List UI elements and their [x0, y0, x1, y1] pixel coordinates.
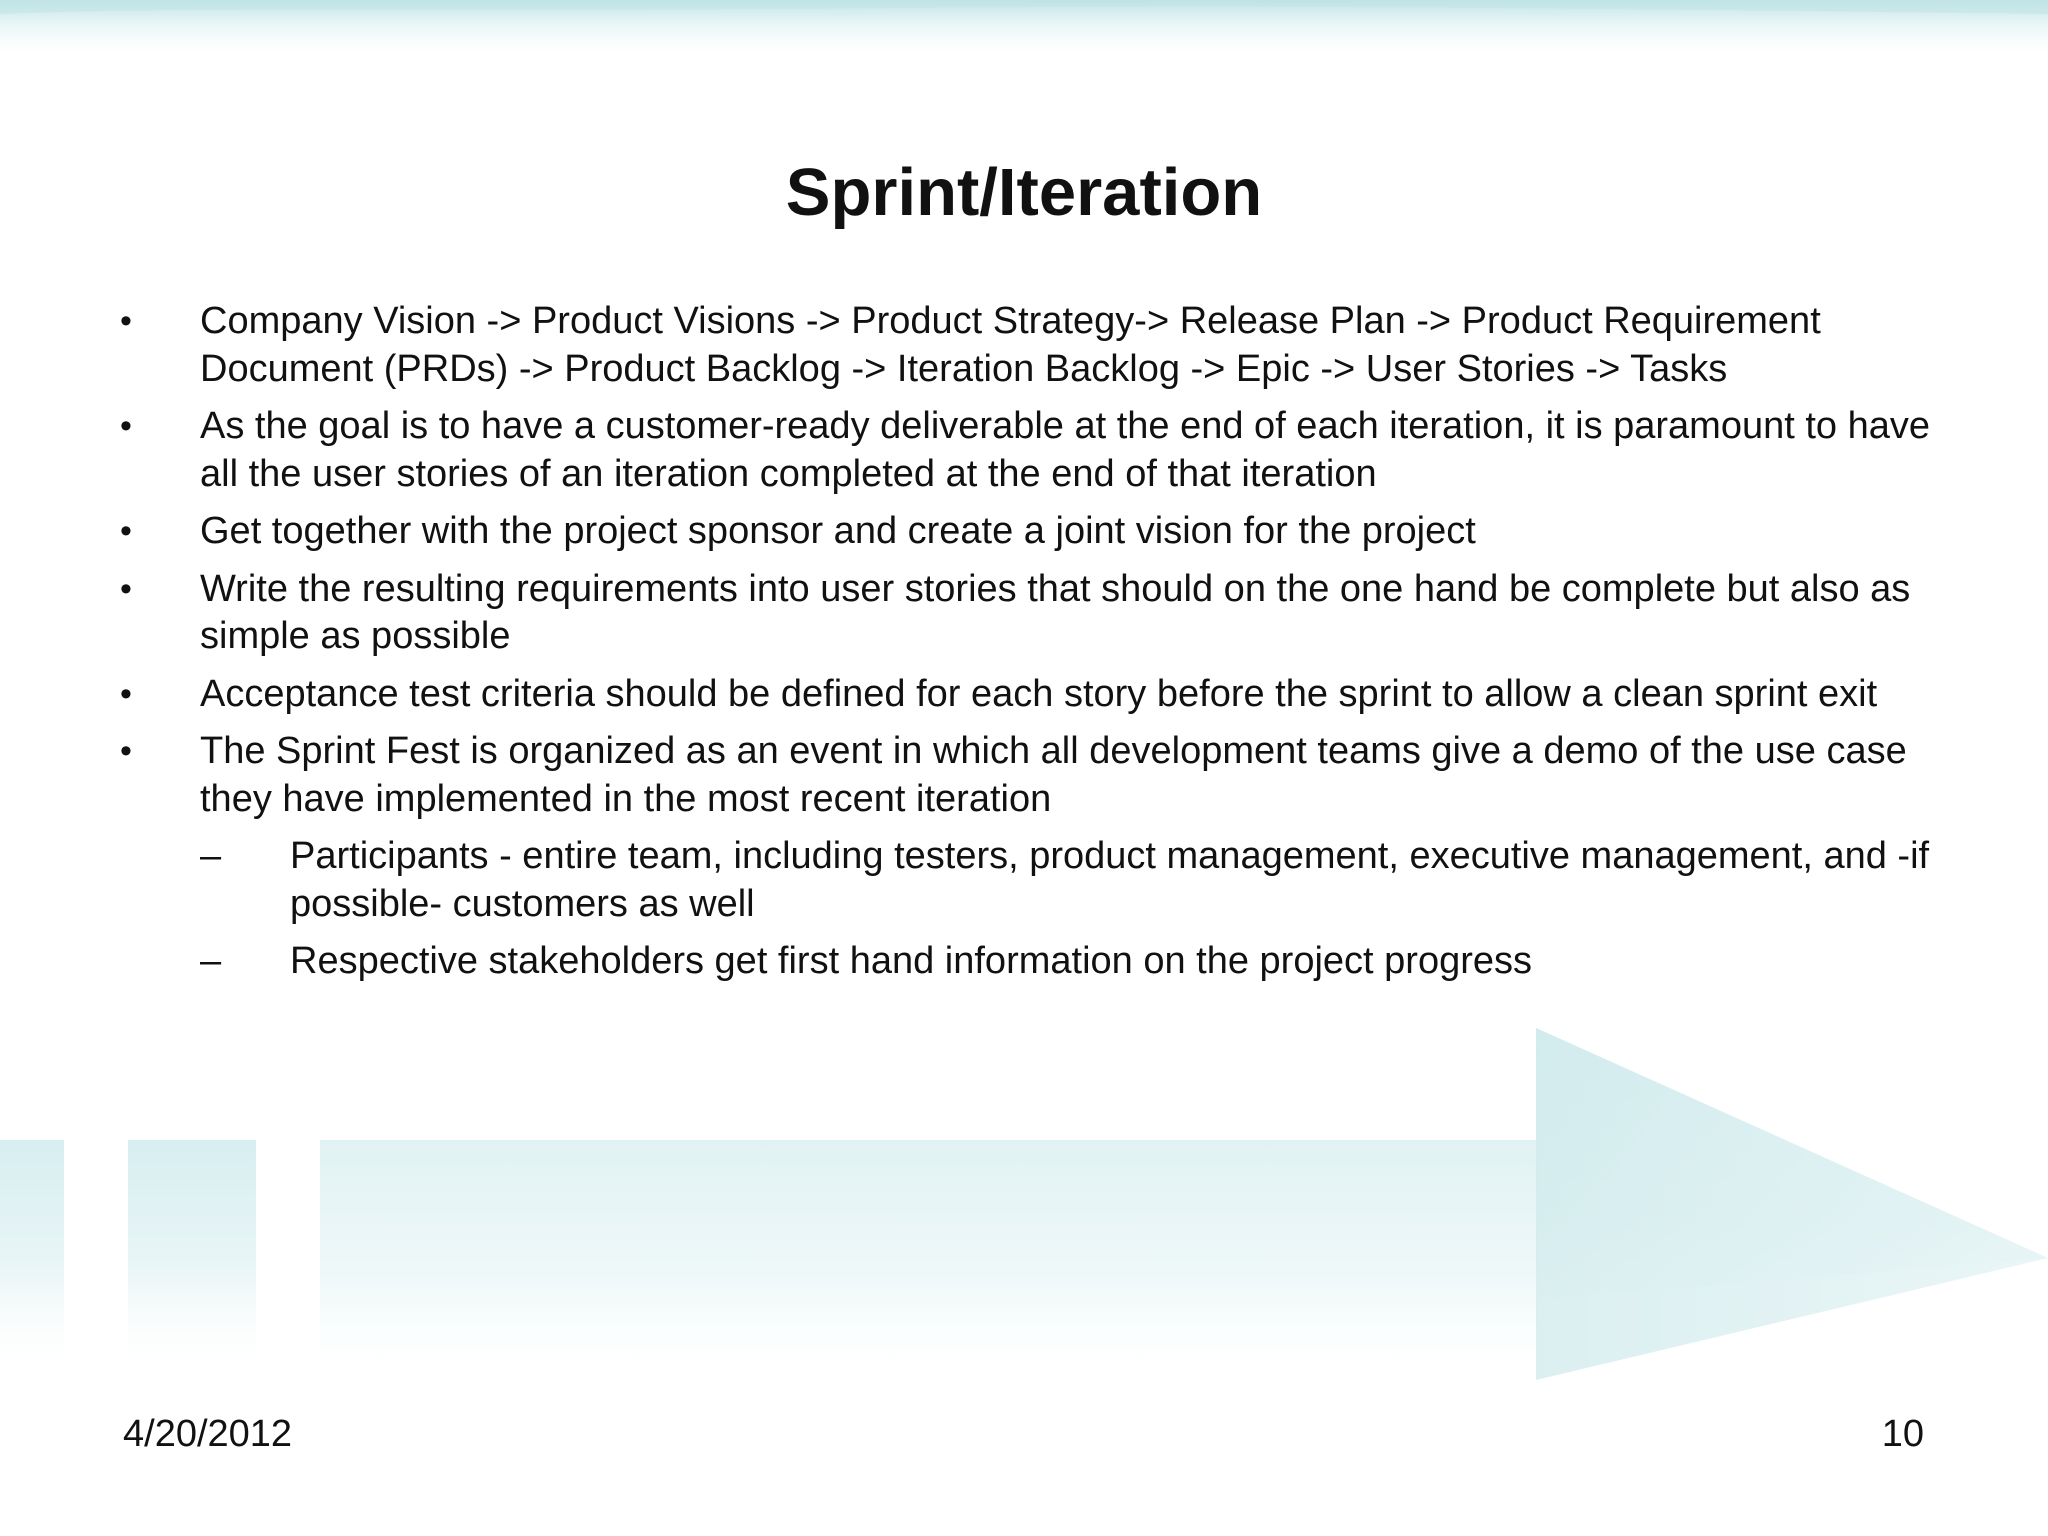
bullet-text: As the goal is to have a customer-ready deliverable at the end of each iteration, it is paramount to have all the user stories of an iteration completed at the end of that iteration	[200, 405, 1931, 495]
bullet-dot-icon: •	[120, 569, 132, 608]
deco-bar-1	[0, 1140, 64, 1380]
footer-date: 4/20/2012	[123, 1413, 293, 1455]
bullet-dot-icon: •	[120, 512, 132, 550]
sub-bullet-item	[200, 833, 1950, 928]
bullet-list	[120, 298, 1950, 996]
bullet-item	[120, 298, 1950, 393]
bullet-text: The Sprint Fest is organized as an event in which all development teams give a demo of the use case they have implemented in the most recent iteration	[200, 730, 1907, 820]
dash-icon: –	[200, 835, 222, 877]
sub-bullet-item	[200, 938, 1950, 986]
bullet-item	[120, 671, 1950, 719]
dash-icon: –	[200, 940, 222, 982]
top-fade	[0, 0, 2048, 60]
deco-bar-2	[128, 1140, 256, 1380]
bullet-item	[120, 403, 1950, 498]
bullet-text: Company Vision -> Product Visions -> Product Strategy-> Release Plan -> Product Requirement Document (PRDs) -> Product Backlog -> Iteration Backlog -> Epic -> User Stories -> Tasks	[200, 300, 1821, 390]
sub-bullet-text: Participants - entire team, including testers, product management, executive management, and -if possible- customers as well	[290, 835, 1930, 925]
bullet-text: Get together with the project sponsor and create a joint vision for the project	[200, 510, 1476, 552]
slide-title: Sprint/Iteration	[785, 155, 1263, 230]
bullet-dot-icon: •	[120, 732, 132, 770]
bullet-dot-icon: •	[120, 407, 132, 445]
bullet-dot-icon: •	[120, 302, 132, 340]
bullet-dot-icon: •	[120, 674, 132, 713]
sub-bullet-text: Respective stakeholders get first hand information on the project progress	[290, 940, 1532, 982]
sub-bullet-list	[200, 833, 1950, 986]
bullet-item	[120, 728, 1950, 986]
bullet-text: Acceptance test criteria should be defined for each story before the sprint to allow a clean sprint exit	[200, 672, 1878, 715]
slide-page-number: 10	[1881, 1413, 1924, 1455]
bullet-item	[120, 508, 1950, 556]
deco-arrow-head	[1536, 1028, 2048, 1380]
bullet-item	[120, 566, 1950, 661]
bullet-text: Write the resulting requirements into user stories that should on the one hand be complete but also as simple as possible	[200, 567, 1911, 657]
